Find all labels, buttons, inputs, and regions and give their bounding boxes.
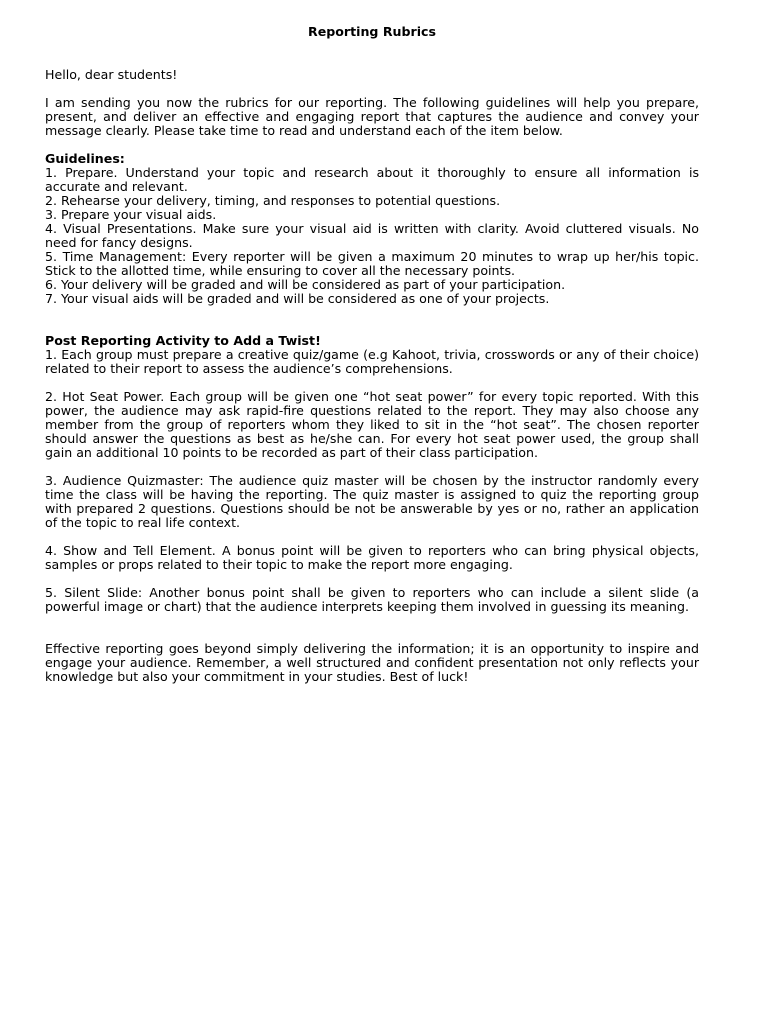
guideline-item: 2. Rehearse your delivery, timing, and responses to potential questions. bbox=[45, 193, 501, 208]
guidelines-heading: Guidelines: bbox=[45, 151, 125, 166]
spacer bbox=[45, 530, 699, 544]
guideline-item: 7. Your visual aids will be graded and will be considered as one of your projects. bbox=[45, 291, 550, 306]
spacer bbox=[45, 138, 699, 152]
guideline-item: 4. Visual Presentations. Make sure your visual aid is written with clarity. Avoid cluttered visuals. No need for fancy designs. bbox=[45, 221, 699, 250]
spacer bbox=[45, 306, 699, 334]
spacer bbox=[45, 82, 699, 96]
spacer bbox=[45, 572, 699, 586]
guideline-item: 1. Prepare. Understand your topic and research about it thoroughly to ensure all information is accurate and relevant. bbox=[45, 165, 699, 194]
spacer bbox=[45, 460, 699, 474]
activity-item: 4. Show and Tell Element. A bonus point will be given to reporters who can bring physical objects, samples or props related to their topic to make the report more engaging. bbox=[45, 543, 699, 572]
activity-item: 1. Each group must prepare a creative quiz/game (e.g Kahoot, trivia, crosswords or any of their choice) related to their report to assess the audience’s comprehensions. bbox=[45, 347, 699, 376]
intro-paragraph: I am sending you now the rubrics for our reporting. The following guidelines will help you prepare, present, and deliver an effective and engaging report that captures the audience and convey your message clearly. Please take time to read and understand each of the item below. bbox=[45, 95, 699, 138]
closing-paragraph: Effective reporting goes beyond simply delivering the information; it is an opportunity to inspire and engage your audience. Remember, a well structured and confident presentation not only reflects your knowledge but also your commitment in your studies. Best of luck! bbox=[45, 641, 699, 684]
spacer bbox=[45, 376, 699, 390]
spacer bbox=[45, 614, 699, 642]
guideline-item: 5. Time Management: Every reporter will be given a maximum 20 minutes to wrap up her/his topic. Stick to the allotted time, while ensuring to cover all the necessary points. bbox=[45, 249, 699, 278]
greeting: Hello, dear students! bbox=[45, 67, 178, 82]
document-page bbox=[45, 24, 699, 684]
activity-heading: Post Reporting Activity to Add a Twist! bbox=[45, 333, 321, 348]
guideline-item: 6. Your delivery will be graded and will be considered as part of your participation. bbox=[45, 277, 566, 292]
guideline-item: 3. Prepare your visual aids. bbox=[45, 207, 217, 222]
activity-item: 2. Hot Seat Power. Each group will be given one “hot seat power” for every topic reported. With this power, the audience may ask rapid-fire questions related to the report. They may also choose any member from the group of reporters whom they liked to sit in the “hot seat”. The chosen reporter should answer the questions as best as he/she can. For every hot seat power used, the group shall gain an additional 10 points to be recorded as part of their class participation. bbox=[45, 389, 699, 460]
activity-item: 5. Silent Slide: Another bonus point shall be given to reporters who can include a silent slide (a powerful image or chart) that the audience interprets keeping them involved in guessing its meaning. bbox=[45, 585, 699, 614]
document-title: Reporting Rubrics bbox=[308, 24, 436, 39]
activity-item: 3. Audience Quizmaster: The audience quiz master will be chosen by the instructor randomly every time the class will be having the reporting. The quiz master is assigned to quiz the reporting group with prepared 2 questions. Questions should be not be answerable by yes or no, rather an application of the topic to real life context. bbox=[45, 473, 699, 530]
